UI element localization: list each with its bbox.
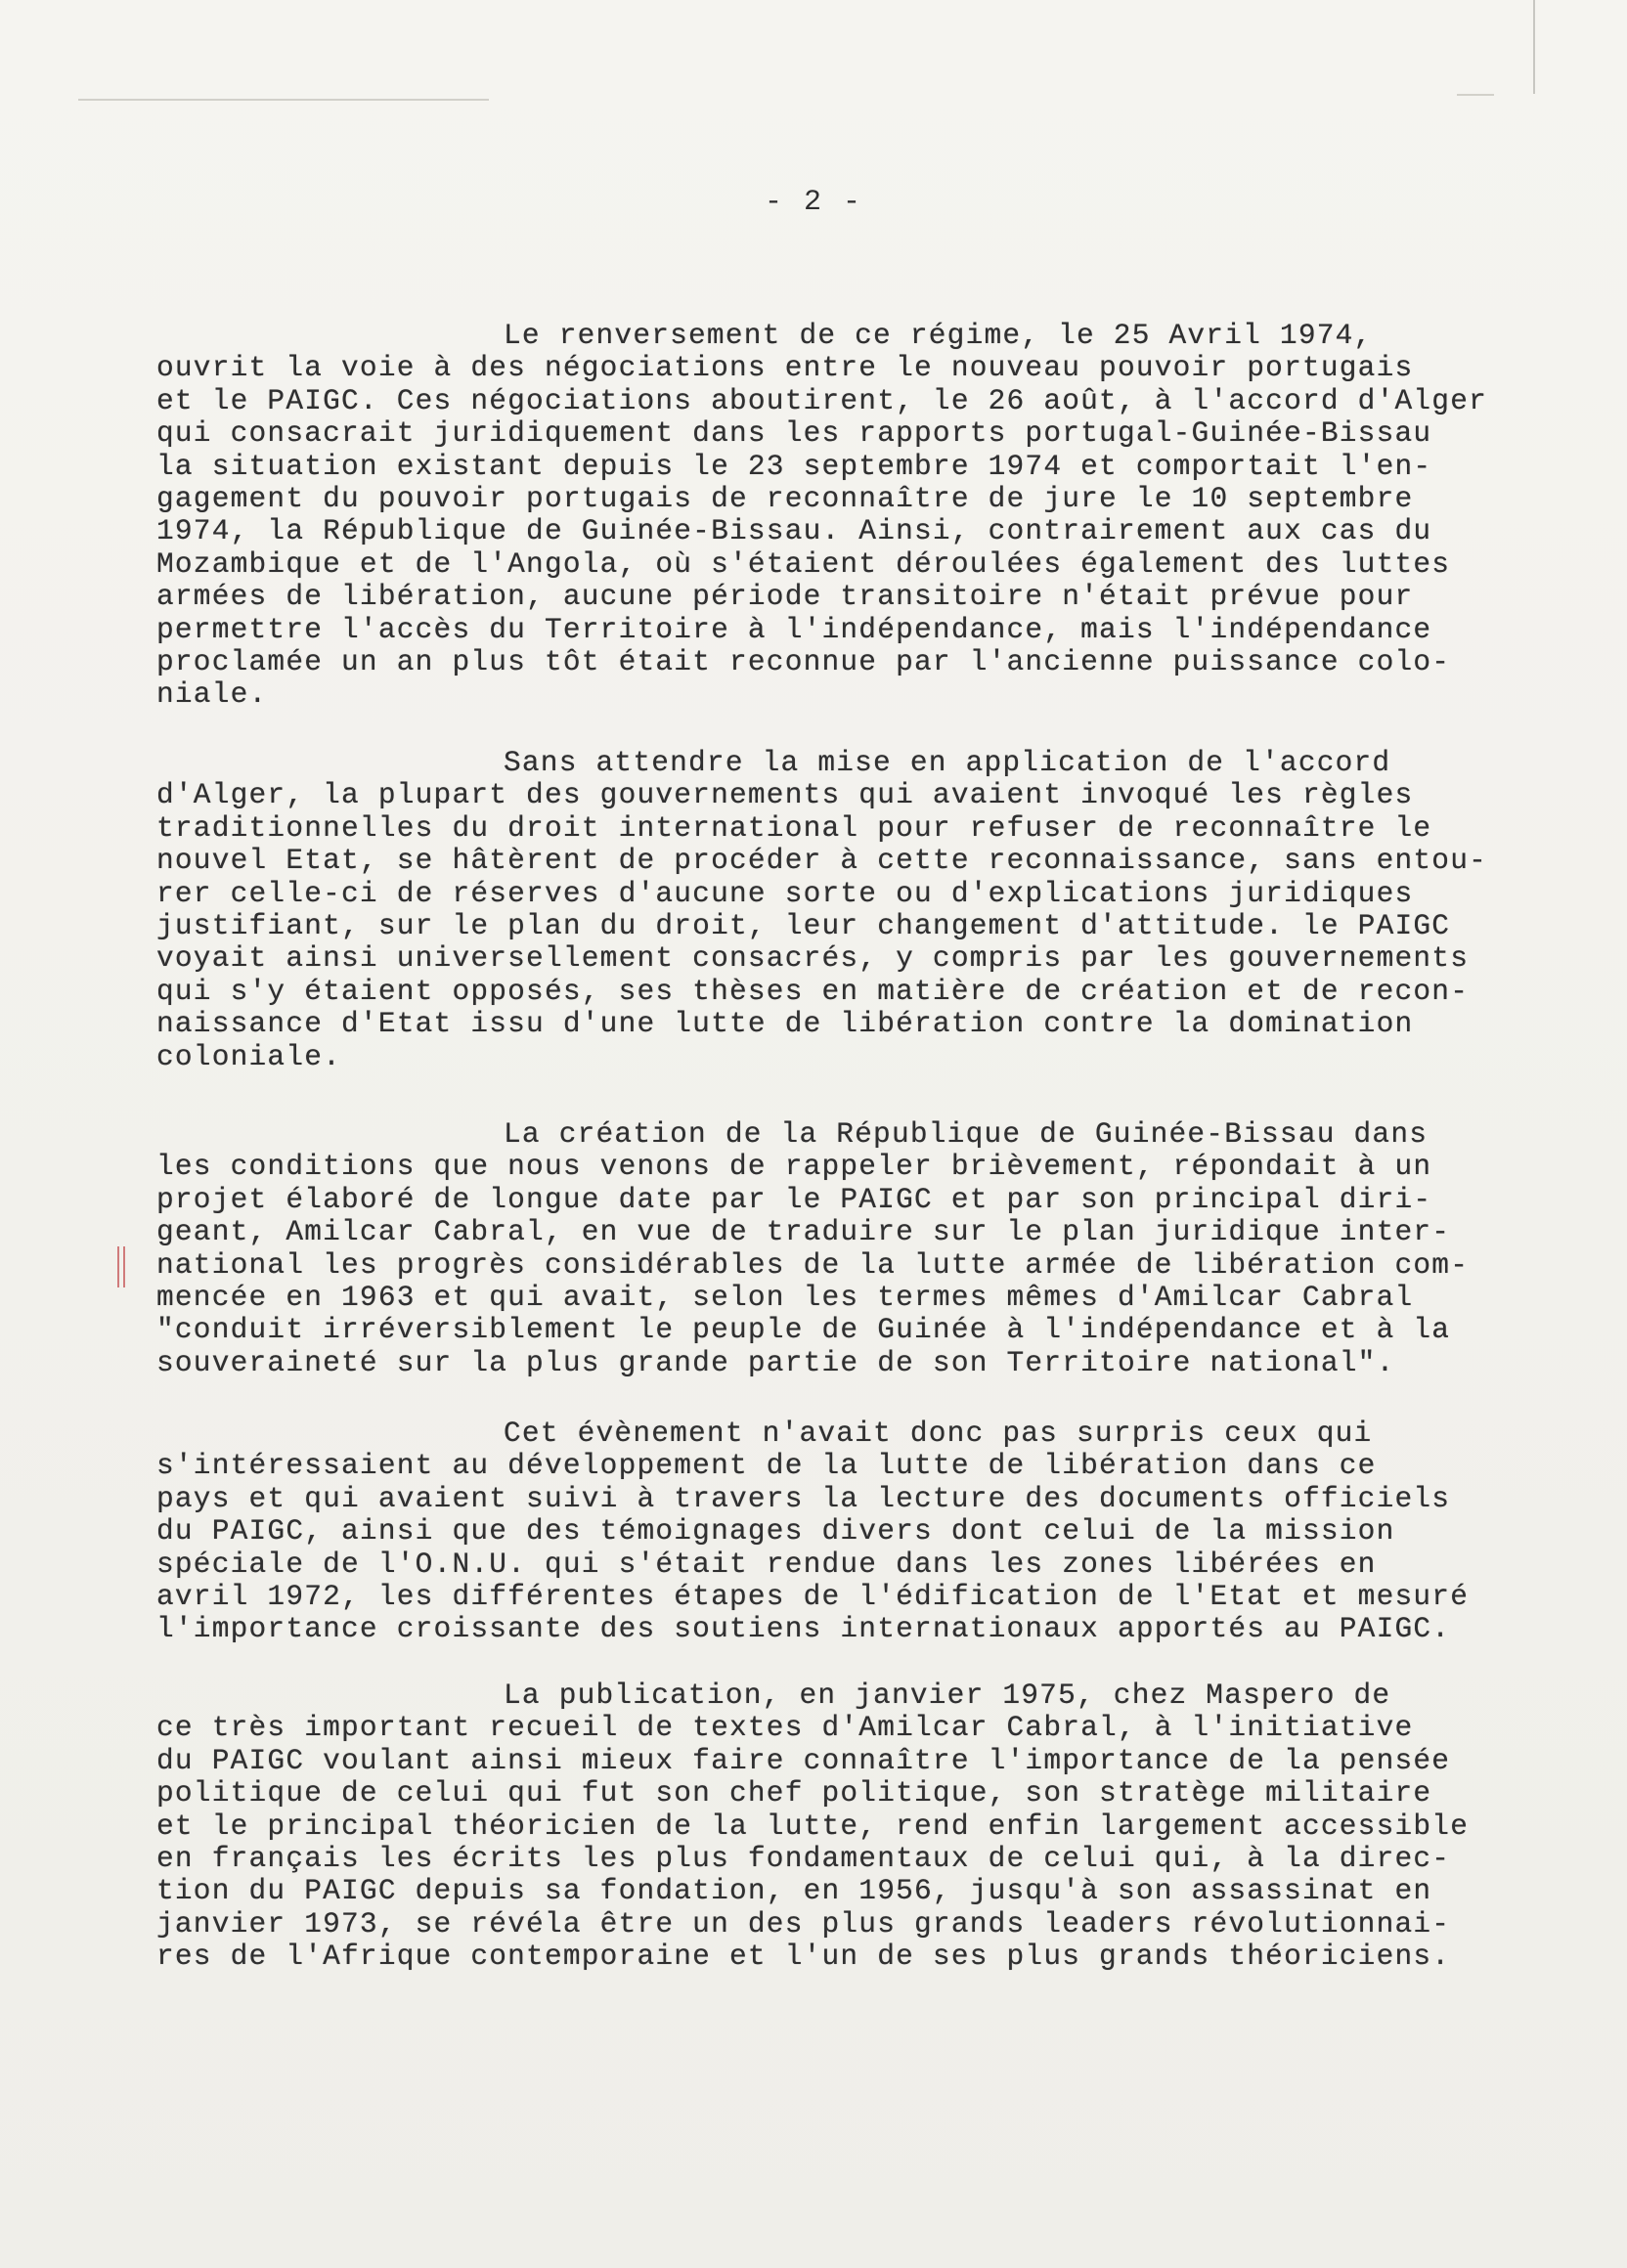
- paragraph-line: ouvrit la voie à des négociations entre le nouveau pouvoir portugais: [156, 351, 1414, 385]
- paragraph-line: politique de celui qui fut son chef politique, son stratège militaire: [156, 1776, 1432, 1810]
- paragraph-line: national les progrès considérables de la lutte armée de libération com-: [156, 1247, 1470, 1282]
- paragraph-line: en français les écrits les plus fondamentaux de celui qui, à la direc-: [156, 1842, 1451, 1876]
- paragraph-line: coloniale.: [156, 1039, 342, 1073]
- paragraph-line: niale.: [156, 677, 268, 712]
- paragraph-line: Sans attendre la mise en application de l'accord: [504, 746, 1391, 779]
- paragraph-line: ce très important recueil de textes d'Amilcar Cabral, à l'initiative: [156, 1711, 1414, 1745]
- paragraph-line: La création de la République de Guinée-Bissau dans: [504, 1117, 1429, 1151]
- paragraph-line: qui s'y étaient opposés, ses thèses en matière de création et de recon-: [156, 974, 1470, 1008]
- paragraph-line: "conduit irréversiblement le peuple de Guinée à l'indépendance et à la: [156, 1313, 1451, 1347]
- paragraph-line: permettre l'accès du Territoire à l'indépendance, mais l'indépendance: [156, 612, 1432, 646]
- paragraph-line: la situation existant depuis le 23 septembre 1974 et comportait l'en-: [156, 449, 1432, 483]
- paragraph-line: tion du PAIGC depuis sa fondation, en 1956, jusqu'à son assassinat en: [156, 1874, 1432, 1908]
- paragraph-line: rer celle-ci de réserves d'aucune sorte ou d'explications juridiques: [156, 876, 1414, 910]
- paragraph-line: du PAIGC, ainsi que des témoignages divers dont celui de la mission: [156, 1514, 1395, 1548]
- paragraph-line: qui consacrait juridiquement dans les rapports portugal-Guinée-Bissau: [156, 416, 1432, 451]
- paragraph-line: Le renversement de ce régime, le 25 Avril 1974,: [504, 319, 1373, 352]
- paragraph-4: [156, 1418, 1574, 1646]
- paragraph-line: nouvel Etat, se hâtèrent de procéder à cette reconnaissance, sans entou-: [156, 844, 1488, 878]
- paragraph-line: janvier 1973, se révéla être un des plus grands leaders révolutionnai-: [156, 1906, 1451, 1941]
- margin-mark: [117, 1246, 119, 1287]
- paragraph-line: Cet évènement n'avait donc pas surpris ceux qui: [504, 1417, 1373, 1450]
- paragraph-line: l'importance croissante des soutiens internationaux apportés au PAIGC.: [156, 1612, 1451, 1646]
- paragraph-line: res de l'Afrique contemporaine et l'un de ses plus grands théoriciens.: [156, 1940, 1451, 1974]
- paragraph-line: souveraineté sur la plus grande partie de son Territoire national".: [156, 1345, 1395, 1379]
- paragraph-line: s'intéressaient au développement de la lutte de libération dans ce: [156, 1449, 1377, 1483]
- paragraph-line: justifiant, sur le plan du droit, leur changement d'attitude. le PAIGC: [156, 909, 1451, 943]
- paragraph-line: geant, Amilcar Cabral, en vue de traduire sur le plan juridique inter-: [156, 1215, 1451, 1249]
- paragraph-line: avril 1972, les différentes étapes de l'édification de l'Etat et mesuré: [156, 1580, 1470, 1614]
- top-edge-mark: [78, 99, 489, 101]
- paragraph-1: [156, 320, 1574, 712]
- paragraph-line: et le principal théoricien de la lutte, rend enfin largement accessible: [156, 1809, 1470, 1843]
- paragraph-2: [156, 747, 1574, 1073]
- paragraph-line: projet élaboré de longue date par le PAIGC et par son principal diri-: [156, 1182, 1432, 1216]
- paragraph-line: gagement du pouvoir portugais de reconnaître de jure le 10 septembre: [156, 482, 1414, 516]
- paragraph-line: proclamée un an plus tôt était reconnue par l'ancienne puissance colo-: [156, 645, 1451, 679]
- page-number: - 2 -: [764, 186, 862, 219]
- paragraph-line: du PAIGC voulant ainsi mieux faire connaître l'importance de la pensée: [156, 1743, 1451, 1777]
- paragraph-line: mencée en 1963 et qui avait, selon les termes mêmes d'Amilcar Cabral: [156, 1281, 1414, 1315]
- margin-mark: [123, 1246, 125, 1287]
- paragraph-line: Mozambique et de l'Angola, où s'étaient déroulées également des luttes: [156, 546, 1451, 581]
- paragraph-line: traditionnelles du droit international pour refuser de reconnaître le: [156, 810, 1432, 845]
- paragraph-line: armées de libération, aucune période transitoire n'était prévue pour: [156, 580, 1414, 614]
- paragraph-3: [156, 1118, 1574, 1379]
- paragraph-5: [156, 1679, 1574, 1974]
- paragraph-line: spéciale de l'O.N.U. qui s'était rendue dans les zones libérées en: [156, 1547, 1377, 1581]
- paragraph-line: 1974, la République de Guinée-Bissau. Ainsi, contrairement aux cas du: [156, 514, 1432, 548]
- paragraph-line: voyait ainsi universellement consacrés, y compris par les gouvernements: [156, 941, 1470, 976]
- paragraph-line: pays et qui avaient suivi à travers la lecture des documents officiels: [156, 1481, 1451, 1515]
- top-edge-mark-right: [1457, 94, 1494, 96]
- paragraph-line: naissance d'Etat issu d'une lutte de libération contre la domination: [156, 1007, 1414, 1041]
- paper-edge-line: [1533, 0, 1535, 94]
- paragraph-line: La publication, en janvier 1975, chez Maspero de: [504, 1679, 1391, 1712]
- paragraph-line: et le PAIGC. Ces négociations aboutirent, le 26 août, à l'accord d'Alger: [156, 383, 1488, 417]
- paragraph-line: d'Alger, la plupart des gouvernements qui avaient invoqué les règles: [156, 778, 1414, 812]
- paragraph-line: les conditions que nous venons de rappeler brièvement, répondait à un: [156, 1150, 1432, 1184]
